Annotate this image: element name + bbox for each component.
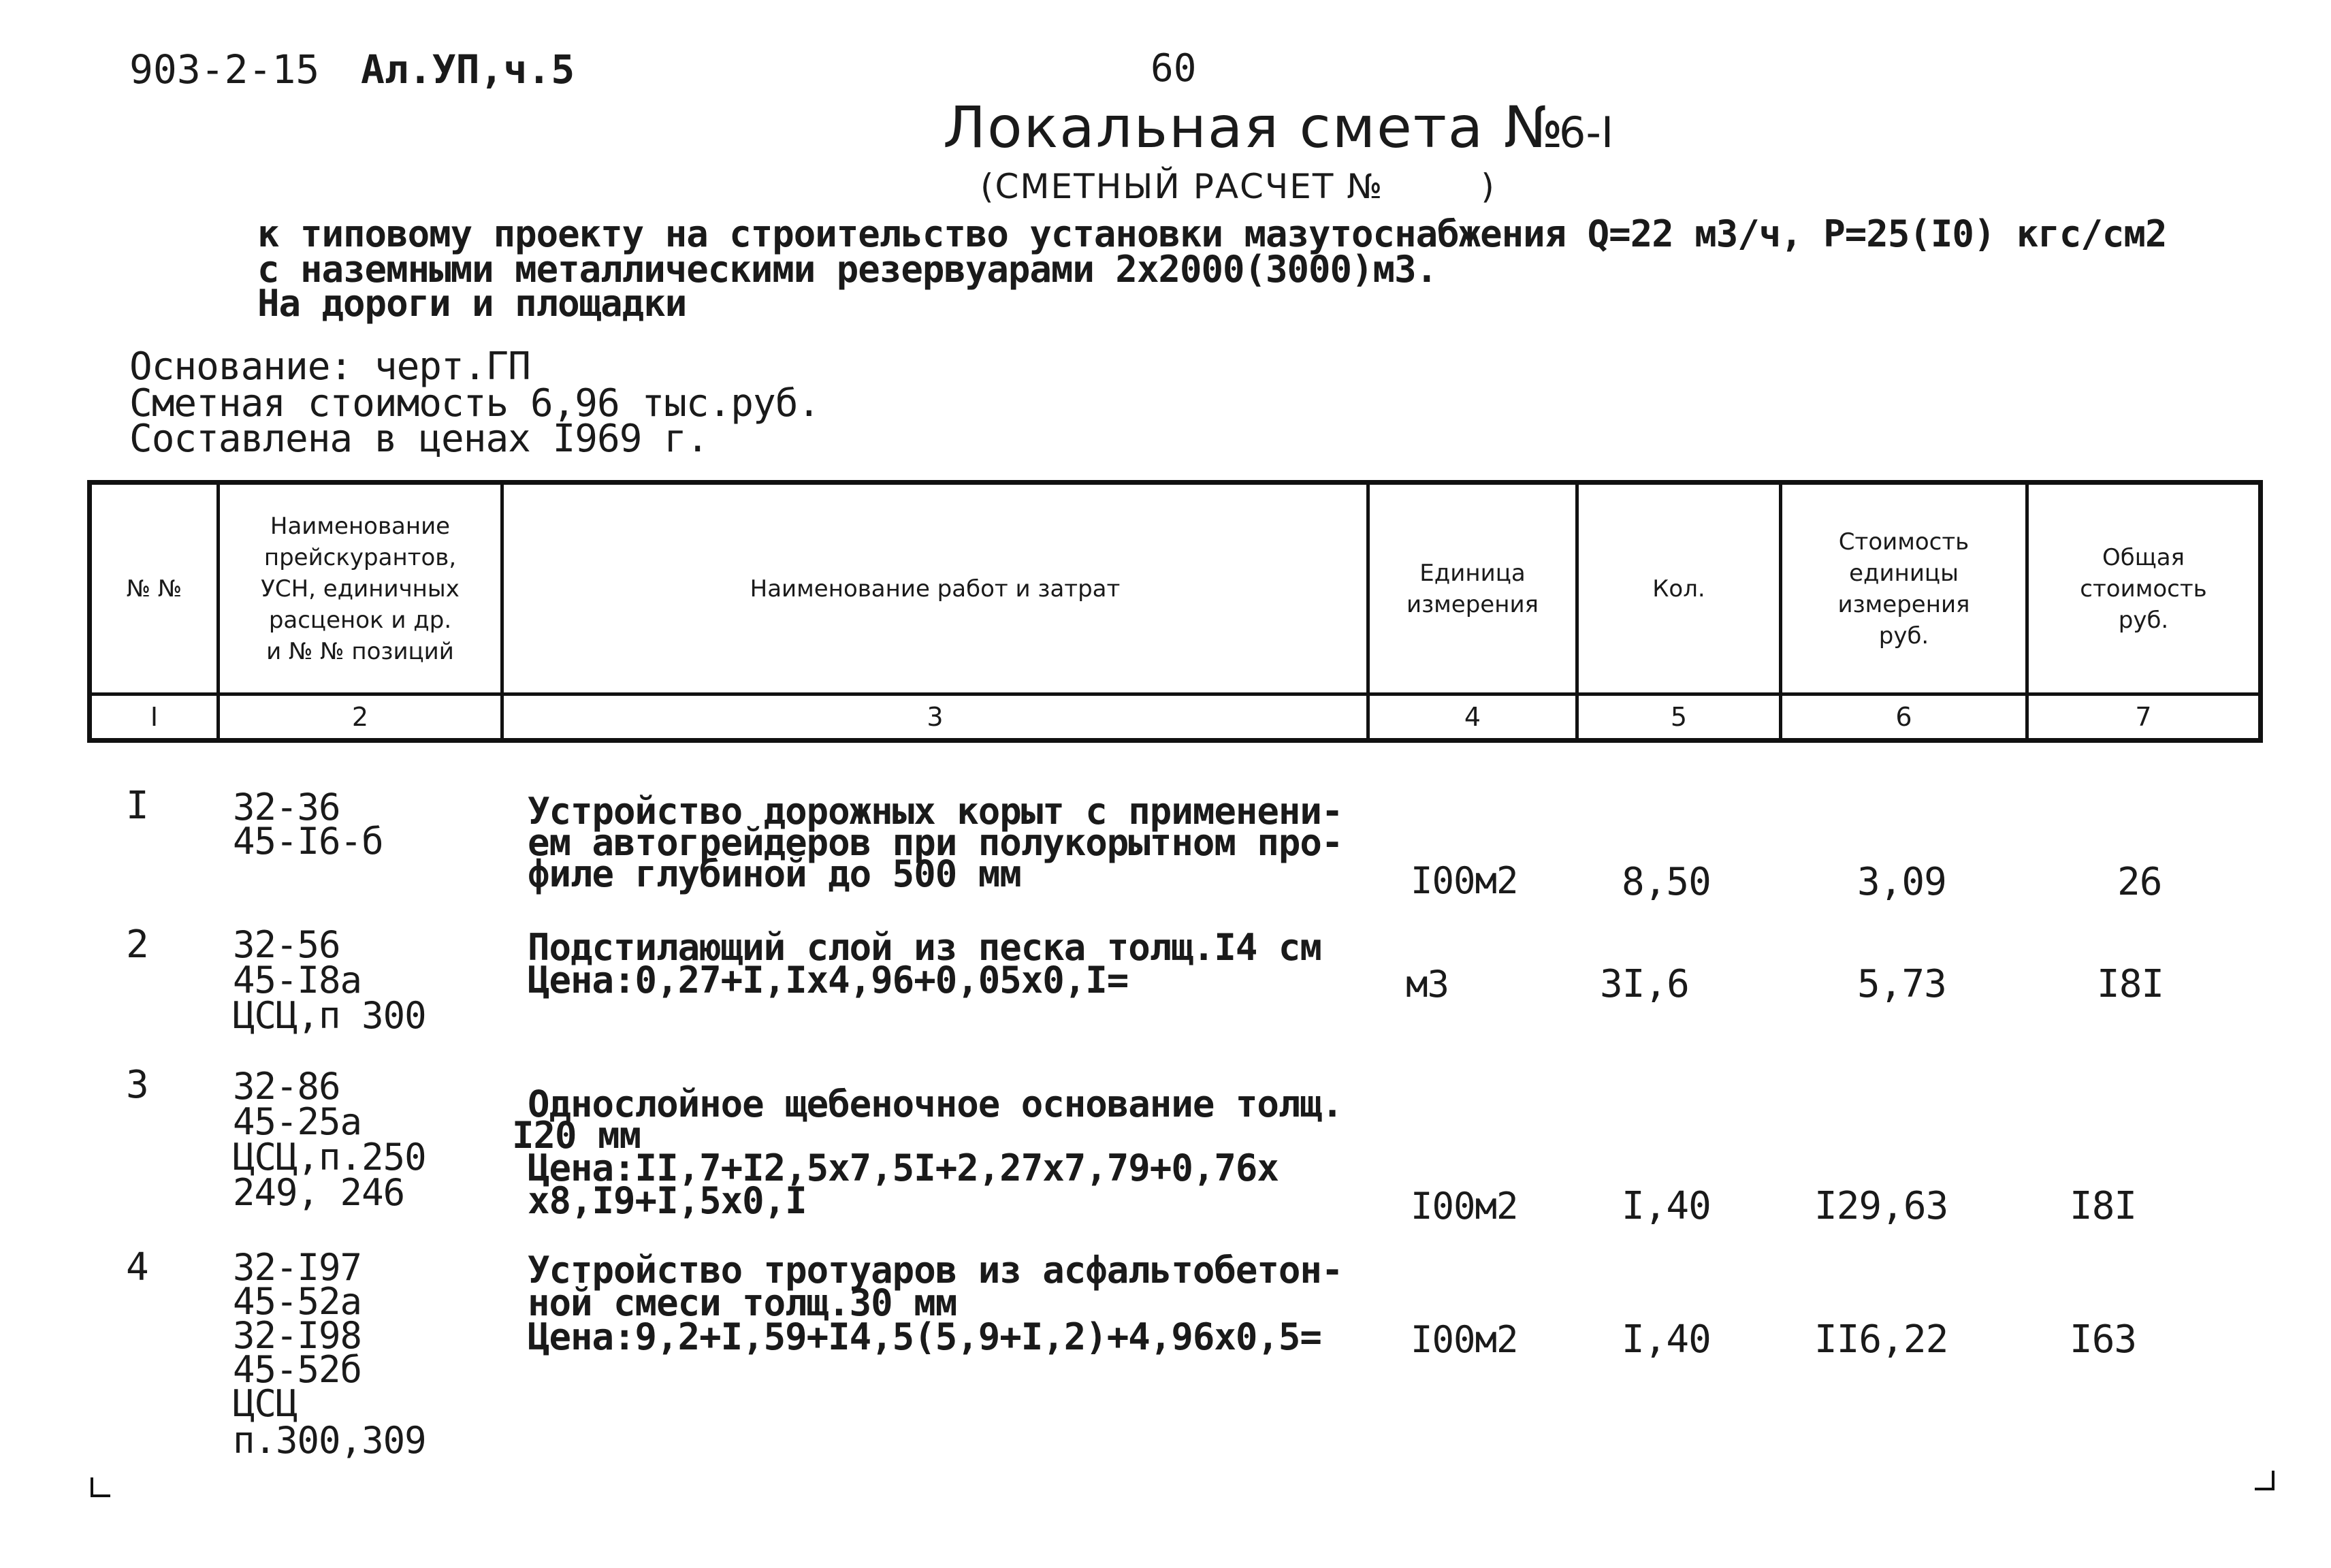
column-number-1: I (150, 702, 159, 732)
table-header (87, 480, 2263, 743)
column-number-2: 2 (351, 702, 369, 732)
column-number-5: 5 (1670, 702, 1688, 732)
column-number-6: 6 (1895, 702, 1912, 732)
total-cost: I8I (2070, 1184, 2137, 1228)
column-header-price-code: Наименование прейскурантов, УСН, единичных расценок и др. и № № позиций (261, 512, 460, 665)
crop-mark-bottom-left (90, 1477, 110, 1498)
price-year-line: Составлена в ценах I969 г. (129, 417, 709, 461)
price-code: 45-I6-б (233, 820, 383, 863)
column-header-work-name: Наименование работ и затрат (750, 575, 1121, 603)
work-description: Подстилающий слой из песка толщ.I4 см (528, 926, 1321, 969)
unit-cost: 3,09 (1857, 860, 1946, 904)
estimate-number: 6-I (1559, 108, 1614, 157)
price-code: ЦСЦ,п.250 (233, 1136, 426, 1179)
column-header-total-cost: Общая стоимость руб. (2080, 543, 2207, 634)
work-description: филе глубиной до 500 мм (528, 852, 1021, 895)
column-header-unit-cost: Стоимость единицы измерения руб. (1837, 528, 1970, 650)
estimated-cost-line: Сметная стоимость 6,96 тыс.руб. (129, 381, 820, 426)
price-code: 249, 246 (233, 1171, 405, 1214)
unit-cost: II6,22 (1814, 1317, 1948, 1362)
row-number: 4 (126, 1245, 148, 1290)
work-description: Цена:9,2+I,59+I4,5(5,9+I,2)+4,96х0,5= (528, 1315, 1321, 1358)
page-title: Локальная смета № (943, 94, 1565, 161)
work-description: ной смеси толщ.30 мм (528, 1281, 957, 1324)
work-description: ем автогрейдеров при полукорытном про- (528, 821, 1343, 864)
work-description: I20 мм (512, 1114, 641, 1157)
page-subtitle: (СМЕТНЫЙ РАСЧЕТ № ) (980, 167, 1496, 206)
page-number: 60 (1151, 46, 1197, 91)
column-number-7: 7 (2135, 702, 2152, 732)
work-description: Однослойное щебеночное основание толщ. (528, 1083, 1343, 1125)
document-series: 903-2-15 (129, 46, 320, 93)
column-header-quantity: Кол. (1652, 575, 1705, 603)
price-code: 32-I97 (233, 1246, 362, 1289)
total-cost: I8I (2097, 962, 2164, 1006)
project-description-line-1: к типовому проекту на строительство установки мазутоснабжения Q=22 м3/ч, P=25(I0) кгс/см2 (257, 212, 2167, 255)
price-code: 45-52б (233, 1348, 362, 1391)
column-number-4: 4 (1464, 702, 1481, 732)
price-code: 32-36 (233, 786, 340, 829)
unit: I00м2 (1411, 859, 1518, 902)
total-cost: 26 (2117, 860, 2162, 904)
price-code: 32-I98 (233, 1314, 362, 1357)
column-header-number: № № (126, 575, 182, 603)
column-header-unit: Единица измерения (1406, 559, 1539, 618)
price-code: ЦСЦ,п 300 (233, 994, 426, 1037)
quantity: 3I,6 (1600, 962, 1689, 1006)
unit-cost: I29,63 (1814, 1184, 1948, 1228)
price-code: 45-I8а (233, 959, 362, 1002)
quantity: 8,50 (1622, 860, 1711, 904)
row-number: 2 (126, 923, 148, 967)
price-code: п.300,309 (233, 1419, 426, 1462)
basis-line: Основание: черт.ГП (129, 345, 530, 389)
album-reference: Ал.УП,ч.5 (361, 46, 575, 93)
price-code: 32-56 (233, 923, 340, 966)
row-number: 3 (126, 1063, 148, 1107)
crop-mark-bottom-right (2255, 1471, 2275, 1491)
work-description: Цена:II,7+I2,5х7,5I+2,27х7,79+0,76х (528, 1147, 1279, 1189)
price-code: 45-25а (233, 1100, 362, 1143)
unit-cost: 5,73 (1857, 962, 1946, 1006)
row-number: I (126, 784, 148, 828)
price-code: ЦСЦ (233, 1382, 298, 1425)
price-code: 45-52а (233, 1280, 362, 1323)
quantity: I,40 (1622, 1184, 1711, 1228)
work-description: х8,I9+I,5х0,I (528, 1179, 807, 1222)
column-number-3: 3 (927, 702, 944, 732)
unit: м3 (1406, 963, 1449, 1006)
project-description-line-3: На дороги и площадки (257, 282, 687, 325)
project-description-line-2: с наземными металлическими резервуарами 2х2000(3000)м3. (257, 248, 1438, 291)
quantity: I,40 (1622, 1317, 1711, 1362)
work-description: Устройство тротуаров из асфальтобетон- (528, 1249, 1343, 1292)
price-code: 32-86 (233, 1065, 340, 1108)
unit: I00м2 (1411, 1185, 1518, 1228)
unit: I00м2 (1411, 1318, 1518, 1361)
total-cost: I63 (2070, 1317, 2137, 1362)
work-description: Цена:0,27+I,Iх4,96+0,05х0,I= (528, 959, 1129, 1002)
work-description: Устройство дорожных корыт с применени- (528, 790, 1343, 833)
